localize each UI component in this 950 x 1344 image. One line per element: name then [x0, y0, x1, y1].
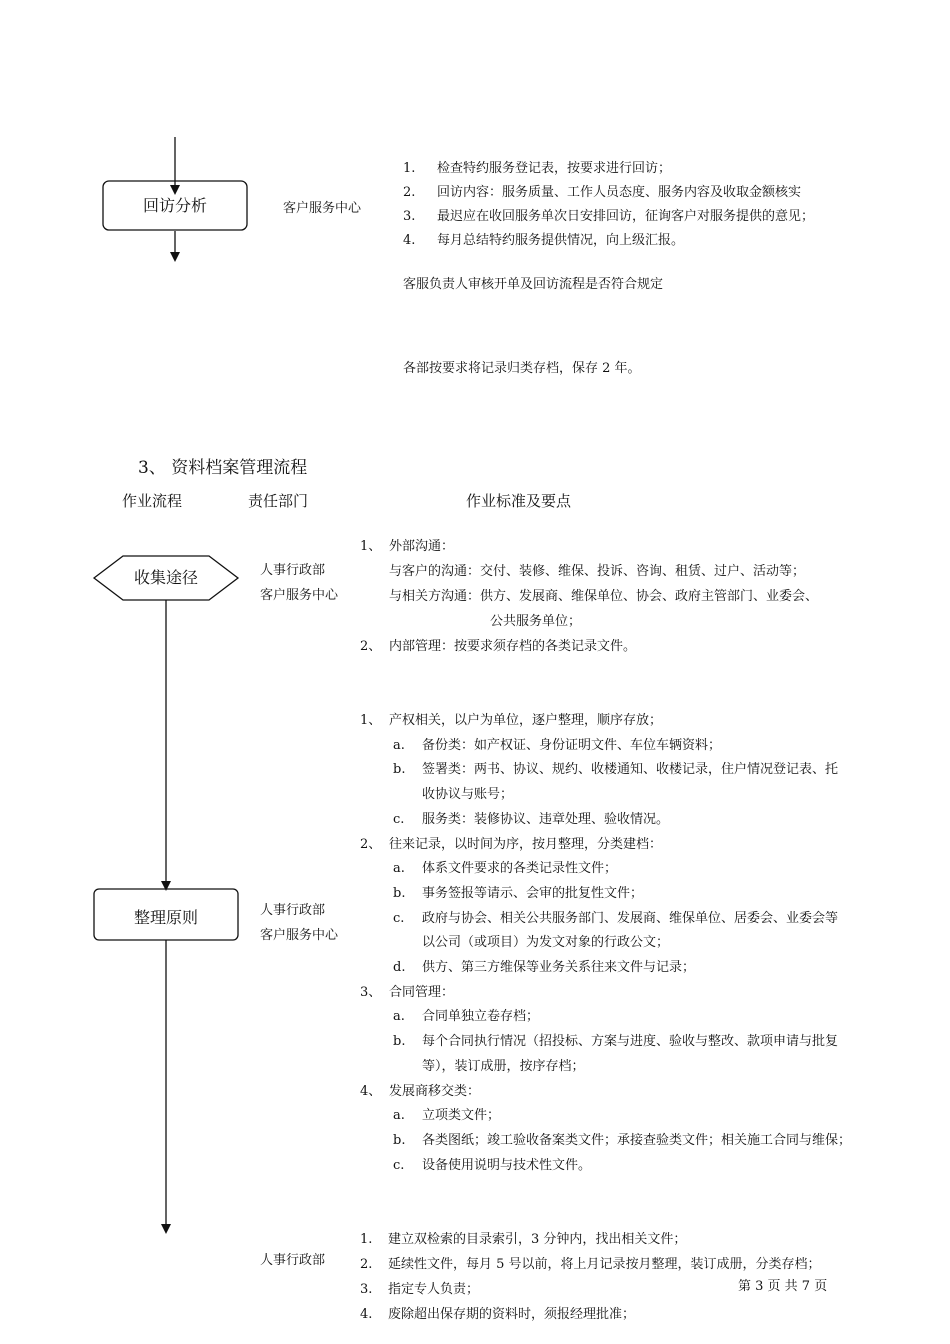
list-item-text: 收协议与账号； [422, 787, 514, 802]
list-item-number: b. [393, 1034, 406, 1049]
list-item-text: 体系文件要求的各类记录性文件； [422, 861, 618, 876]
bottom-dept: 人事行政部 [260, 1253, 326, 1268]
list-item-number: a. [393, 861, 405, 876]
list-item-number: 2. [360, 1257, 373, 1272]
collect-label: 收集途径 [133, 568, 198, 587]
list-item-number: 1. [403, 161, 416, 176]
list-item-text: 往来记录，以时间为序，按月整理，分类建档： [389, 837, 663, 852]
col-header-dept: 责任部门 [248, 492, 309, 510]
list-item-number: 1、 [360, 539, 382, 554]
list-item-number: 3、 [360, 985, 382, 1000]
list-item-text: 供方、第三方维保等业务关系往来文件与记录； [422, 960, 696, 975]
list-item-number: c. [393, 812, 405, 827]
list-item-text: 合同单独立卷存档； [422, 1009, 540, 1024]
list-item-text: 事务签报等请示、会审的批复性文件； [422, 886, 644, 901]
list-item-text: 外部沟通： [389, 539, 455, 554]
list-item-text: 延续性文件，每月 5 号以前，将上月记录按月整理，装订成册，分类存档； [388, 1257, 821, 1272]
list-item-number: 2、 [360, 837, 382, 852]
list-item-text: 发展商移交类： [389, 1084, 481, 1099]
list-item-number: 2. [403, 185, 416, 200]
list-item-text: 回访内容：服务质量、工作人员态度、服务内容及收取金额核实 [437, 185, 802, 200]
list-item-text: 与客户的沟通：交付、装修、维保、投诉、咨询、租赁、过户、活动等； [389, 564, 806, 579]
list-item-text: 产权相关，以户为单位，逐户整理，顺序存放； [389, 713, 663, 728]
col-header-flow: 作业流程 [122, 492, 183, 510]
list-item-number: a. [393, 738, 405, 753]
list-item-text: 每月总结特约服务提供情况，向上级汇报。 [437, 233, 685, 248]
list-item-text: 签署类：两书、协议、规约、收楼通知、收楼记录，住户情况登记表、托 [422, 762, 839, 777]
list-item-text: 建立双检索的目录索引，3 分钟内，找出相关文件； [388, 1232, 687, 1247]
list-item-text: 最迟应在收回服务单次日安排回访，征询客户对服务提供的意见； [437, 209, 815, 224]
list-item-text: 服务类：装修协议、违章处理、验收情况。 [422, 812, 670, 827]
list-item-number: 1. [360, 1232, 373, 1247]
list-item-number: b. [393, 886, 406, 901]
list-item-text: 政府与协会、相关公共服务部门、发展商、维保单位、居委会、业委会等 [422, 911, 839, 926]
top-note-2: 各部按要求将记录归类存档，保存 2 年。 [403, 361, 641, 376]
list-item-text: 内部管理：按要求须存档的各类记录文件。 [389, 639, 637, 654]
organize-dept-2: 客户服务中心 [260, 928, 339, 943]
list-item-number: a. [393, 1009, 405, 1024]
list-item-number: c. [393, 911, 405, 926]
review-analysis-label: 回访分析 [142, 196, 207, 215]
list-item-text: 备份类：如产权证、身份证明文件、车位车辆资料； [422, 738, 722, 753]
list-item-number: 4. [360, 1307, 373, 1322]
list-item-text: 指定专人负责； [388, 1282, 480, 1297]
section-title: 3、 资料档案管理流程 [138, 458, 308, 478]
list-item-text: 每个合同执行情况（招投标、方案与进度、验收与整改、款项申请与批复 [422, 1034, 839, 1049]
list-item-text: 检查特约服务登记表，按要求进行回访； [437, 161, 672, 176]
list-item-number: 4、 [360, 1084, 382, 1099]
list-item-number: c. [393, 1158, 405, 1173]
list-item-number: 4. [403, 233, 416, 248]
collect-dept-2: 客户服务中心 [260, 588, 339, 603]
collect-dept-1: 人事行政部 [260, 563, 326, 578]
list-item-text: 立项类文件； [422, 1108, 501, 1123]
list-item-number: b. [393, 1133, 406, 1148]
top-note-1: 客服负责人审核开单及回访流程是否符合规定 [403, 277, 664, 292]
list-item-text: 设备使用说明与技术性文件。 [422, 1158, 592, 1173]
list-item-number: d. [393, 960, 406, 975]
page-number: 第 3 页 共 7 页 [738, 1279, 828, 1294]
top-dept: 客户服务中心 [283, 201, 362, 216]
col-header-standard: 作业标准及要点 [466, 492, 572, 510]
list-item-number: a. [393, 1108, 405, 1123]
list-item-number: 1、 [360, 713, 382, 728]
list-item-text: 合同管理： [389, 985, 455, 1000]
list-item-text: 各类图纸；竣工验收备案类文件；承接查验类文件；相关施工合同与维保； [422, 1133, 852, 1148]
list-item-number: 2、 [360, 639, 382, 654]
list-item-text: 等），装订成册，按序存档； [422, 1059, 585, 1074]
organize-dept-1: 人事行政部 [260, 903, 326, 918]
list-item-number: 3. [360, 1282, 373, 1297]
list-item-text: 以公司（或项目）为发文对象的行政公文； [422, 935, 670, 950]
list-item-number: 3. [403, 209, 416, 224]
list-item-text: 与相关方沟通：供方、发展商、维保单位、协会、政府主管部门、业委会、 [389, 589, 819, 604]
list-item-number: b. [393, 762, 406, 777]
list-item-text: 公共服务单位； [490, 614, 582, 629]
list-item-text: 废除超出保存期的资料时，须报经理批准； [388, 1307, 636, 1322]
organize-label: 整理原则 [133, 908, 198, 927]
